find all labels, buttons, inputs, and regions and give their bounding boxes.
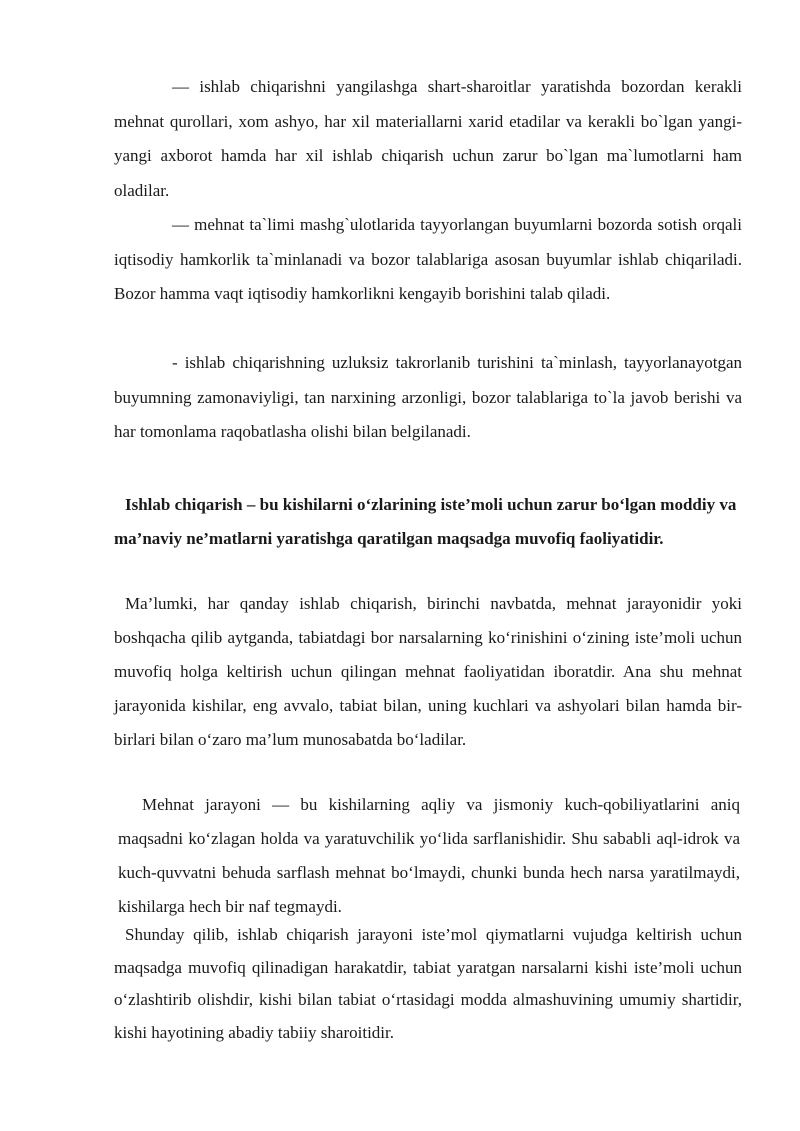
paragraph-labor-education: — mehnat ta`limi mashg`ulotlarida tayyorlangan buyumlarni bozorda sotish orqali iqtisodiy hamkorlik ta`minlanadi va bozor talablariga asosan buyumlar ishlab chiqariladi. Bozor hamma vaqt iqtisodiy hamkorlikni kengayib borishini talab qiladi. [114, 215, 742, 303]
paragraph-labor-process: Ma’lumki, har qanday ishlab chiqarish, birinchi navbatda, mehnat jarayonidir yoki boshqacha qilib aytganda, tabiatdagi bor narsalarning ko‘rinishini o‘zining iste’moli uchun muvofiq holga keltirish uchun qilingan mehnat faoliyatidan iboratdir. Ana shu mehnat jarayonida kishilar, eng avvalo, tabiat bilan, uning kuchlari va ashyolari bilan hamda bir-birlari bilan o‘zaro ma’lum munosabatda bo‘ladilar. [114, 594, 742, 749]
paragraph-market-tools: — ishlab chiqarishni yangilashga shart-sharoitlar yaratishda bozordan kerakli mehnat qurollari, xom ashyo, har xil materiallarni xarid etadilar va kerakli bo`lgan yangi-yangi axborot hamda har xil ishlab chiqarish uchun zarur bo`lgan ma`lumotlarni ham oladilar. [114, 77, 742, 200]
definition-production: Ishlab chiqarish – bu kishilarni o‘zlarining iste’moli uchun zarur bo‘lgan moddiy va ma’naviy ne’matlarni yaratishga qaratilgan maqsadga muvofiq faoliyatidir. [114, 495, 737, 548]
paragraph-continuous-production: - ishlab chiqarishning uzluksiz takrorlanib turishini ta`minlash, tayyorlanayotgan buyumning zamonaviyligi, tan narxining arzonligi, bozor talablariga to`la javob berishi va har tomonlama raqobatlasha olishi bilan belgilanadi. [114, 353, 742, 441]
paragraph-labor-definition: Mehnat jarayoni — bu kishilarning aqliy va jismoniy kuch-qobiliyatlarini aniq maqsadni ko‘zlagan holda va yaratuvchilik yo‘lida sarflanishidir. Shu sababli aql-idrok va kuch-quvvatni behuda sarflash mehnat bo‘lmaydi, chunki bunda hech narsa yaratilmaydi, kishilarga hech bir naf tegmaydi. [118, 795, 740, 916]
paragraph-conclusion: Shunday qilib, ishlab chiqarish jarayoni iste’mol qiymatlarni vujudga keltirish uchun maqsadga muvofiq qilinadigan harakatdir, tabiat yaratgan narsalarni kishi iste’moli uchun o‘zlashtirib olishdir, kishi bilan tabiat o‘rtasidagi modda almashuvining umumiy shartidir, kishi hayotining abadiy tabiiy sharoitidir. [114, 925, 742, 1042]
